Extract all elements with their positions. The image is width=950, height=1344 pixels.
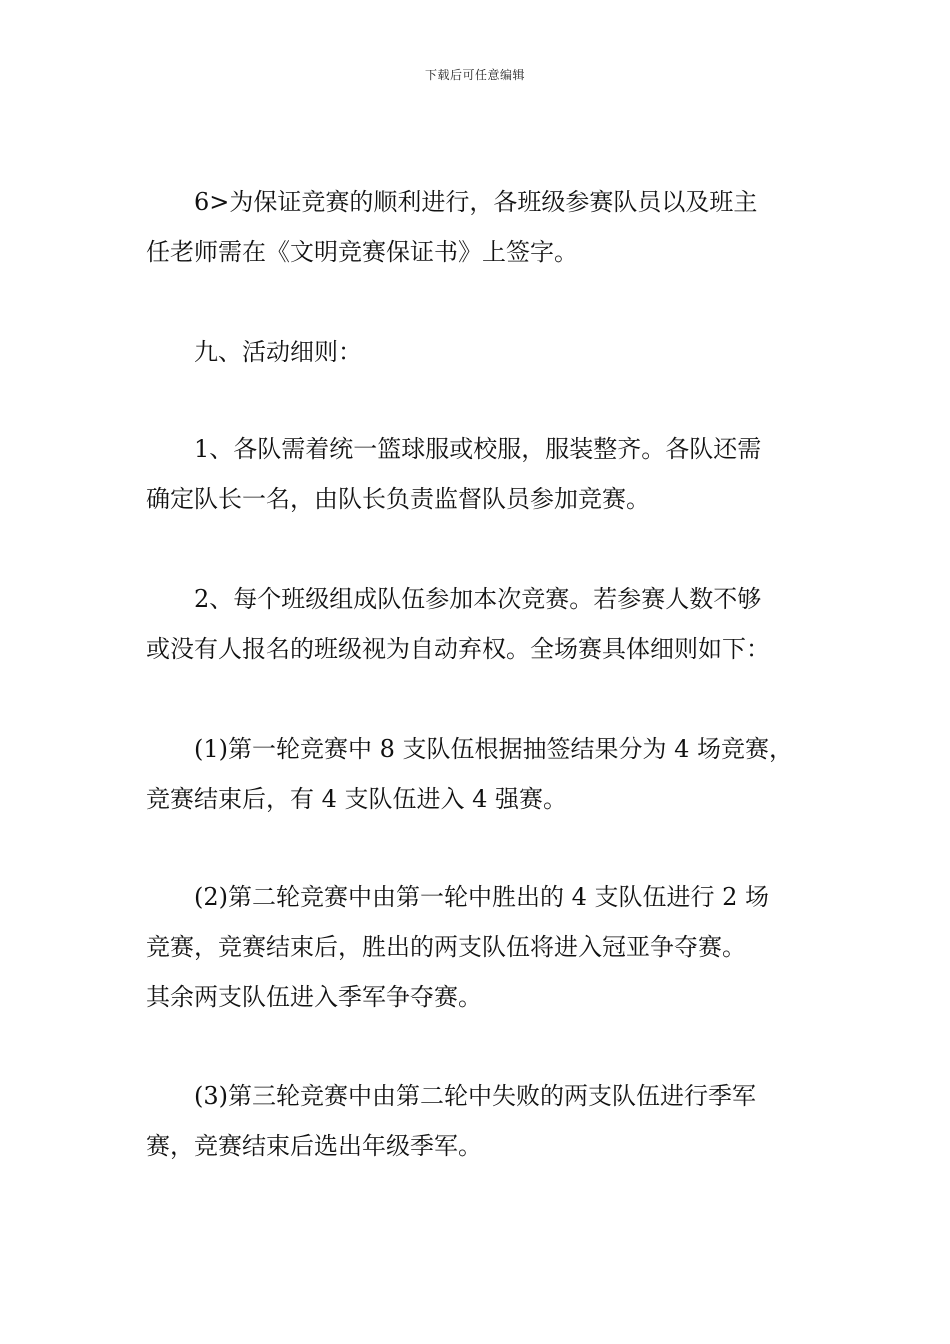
page-header: 下载后可任意编辑 — [424, 68, 525, 82]
paragraph-round-1 — [146, 724, 816, 824]
paragraph-line: 或没有人报名的班级视为自动弃权。全场赛具体细则如下： — [146, 635, 770, 663]
paragraph-line: (2)第二轮竞赛中由第一轮中胜出的 4 支队伍进行 2 场 — [194, 883, 770, 911]
paragraph-line: 任老师需在《文明竞赛保证书》上签字。 — [146, 238, 578, 266]
paragraph-round-2 — [146, 872, 816, 1022]
section-heading-activity-rules — [146, 327, 816, 377]
paragraph-civility-pledge — [146, 177, 816, 277]
paragraph-rule-1 — [146, 424, 816, 524]
paragraph-line: 赛，竞赛结束后选出年级季军。 — [146, 1132, 482, 1160]
paragraph-line: 竞赛结束后，有 4 支队伍进入 4 强赛。 — [146, 785, 568, 813]
paragraph-line: 竞赛，竞赛结束后，胜出的两支队伍将进入冠亚争夺赛。 — [146, 933, 746, 961]
paragraph-round-3 — [146, 1071, 816, 1171]
paragraph-rule-2 — [146, 574, 816, 674]
paragraph-line: 1、各队需着统一篮球服或校服，服装整齐。各队还需 — [194, 435, 762, 463]
paragraph-line: 2、每个班级组成队伍参加本次竞赛。若参赛人数不够 — [194, 585, 762, 613]
paragraph-line: 6>为保证竞赛的顺利进行，各班级参赛队员以及班主 — [194, 188, 758, 216]
paragraph-line: 确定队长一名，由队长负责监督队员参加竞赛。 — [146, 485, 650, 513]
paragraph-line: (3)第三轮竞赛中由第二轮中失败的两支队伍进行季军 — [194, 1082, 756, 1110]
paragraph-line: (1)第一轮竞赛中 8 支队伍根据抽签结果分为 4 场竞赛， — [194, 735, 794, 763]
paragraph-line: 其余两支队伍进入季军争夺赛。 — [146, 983, 482, 1011]
section-heading: 九、活动细则： — [194, 338, 362, 366]
